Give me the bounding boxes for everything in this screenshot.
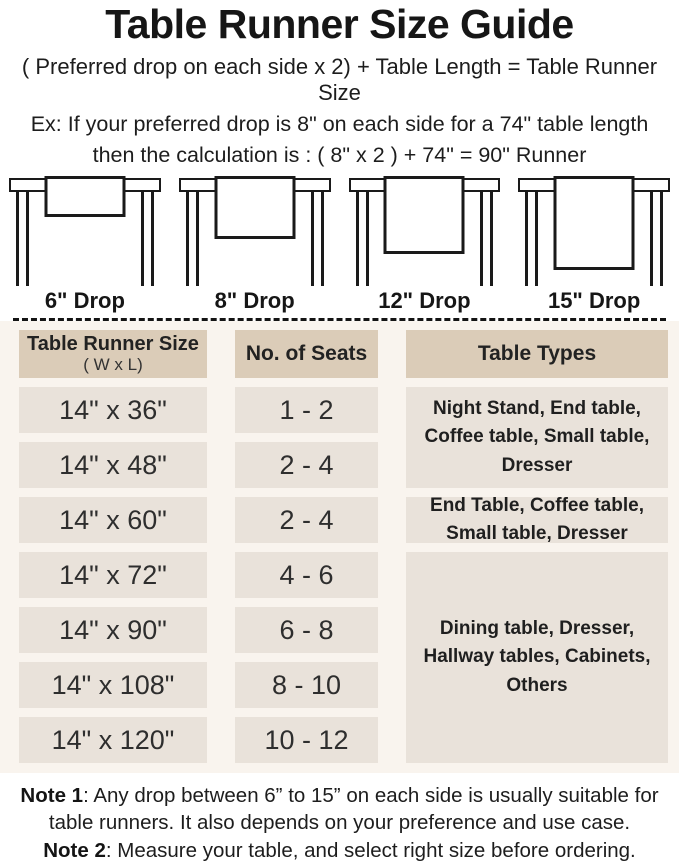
size-cell: 14" x 48" — [19, 442, 207, 488]
header-table-types: Table Types — [406, 330, 668, 378]
drop-label-15in: 15" Drop — [547, 288, 641, 314]
table-leg-icon — [650, 190, 663, 286]
runner-icon — [554, 176, 635, 270]
seats-cell: 6 - 8 — [235, 607, 378, 653]
table-diagram-6in-drop — [0, 176, 170, 286]
header-seats: No. of Seats — [235, 330, 378, 378]
table-leg-icon — [480, 190, 493, 286]
size-cell: 14" x 60" — [19, 497, 207, 543]
table-diagram-12in-drop — [340, 176, 510, 286]
runner-icon — [44, 176, 125, 217]
size-cell: 14" x 108" — [19, 662, 207, 708]
table-types-cell-large: Dining table, Dresser, Hallway tables, Cabinets, Others — [406, 552, 668, 763]
note-1: Note 1: Any drop between 6” to 15” on each side is usually suitable for table runners. It also depends on your preference and use case. — [20, 784, 659, 835]
footer-notes — [0, 773, 679, 864]
table-leg-icon — [186, 190, 199, 286]
example-line-1: Ex: If your preferred drop is 8" on each side for a 74" table length — [30, 112, 649, 137]
size-cell: 14" x 72" — [19, 552, 207, 598]
formula-text: ( Preferred drop on each side x 2) + Table Length = Table Runner Size — [21, 54, 658, 106]
size-guide-table — [19, 330, 670, 763]
page-title: Table Runner Size Guide — [105, 1, 574, 47]
size-cell: 14" x 36" — [19, 387, 207, 433]
header — [0, 0, 679, 168]
size-guide-table-section — [0, 321, 679, 773]
runner-icon — [384, 176, 465, 254]
size-cell: 14" x 90" — [19, 607, 207, 653]
drop-label-6in: 6" Drop — [44, 288, 125, 314]
table-types-cell-medium: End Table, Coffee table, Small table, Dresser — [406, 497, 668, 543]
seats-cell: 2 - 4 — [235, 442, 378, 488]
table-leg-icon — [16, 190, 29, 286]
size-cell: 14" x 120" — [19, 717, 207, 763]
table-leg-icon — [525, 190, 538, 286]
seats-cell: 8 - 10 — [235, 662, 378, 708]
drop-label-12in: 12" Drop — [378, 288, 471, 314]
drop-diagrams — [0, 176, 679, 286]
table-leg-icon — [356, 190, 369, 286]
header-runner-size: Table Runner Size ( W x L) — [19, 330, 207, 378]
table-diagram-15in-drop — [509, 176, 679, 286]
seats-cell: 1 - 2 — [235, 387, 378, 433]
table-leg-icon — [141, 190, 154, 286]
table-diagram-8in-drop — [170, 176, 340, 286]
drop-labels — [0, 288, 679, 314]
drop-label-8in: 8" Drop — [214, 288, 295, 314]
example-line-2: then the calculation is : ( 8" x 2 ) + 74" = 90" Runner — [92, 143, 587, 168]
runner-icon — [214, 176, 295, 239]
table-types-cell-small: Night Stand, End table, Coffee table, Small table, Dresser — [406, 387, 668, 488]
seats-cell: 10 - 12 — [235, 717, 378, 763]
seats-cell: 4 - 6 — [235, 552, 378, 598]
seats-cell: 2 - 4 — [235, 497, 378, 543]
table-leg-icon — [311, 190, 324, 286]
note-2: Note 2: Measure your table, and select right size before ordering. — [43, 838, 636, 862]
